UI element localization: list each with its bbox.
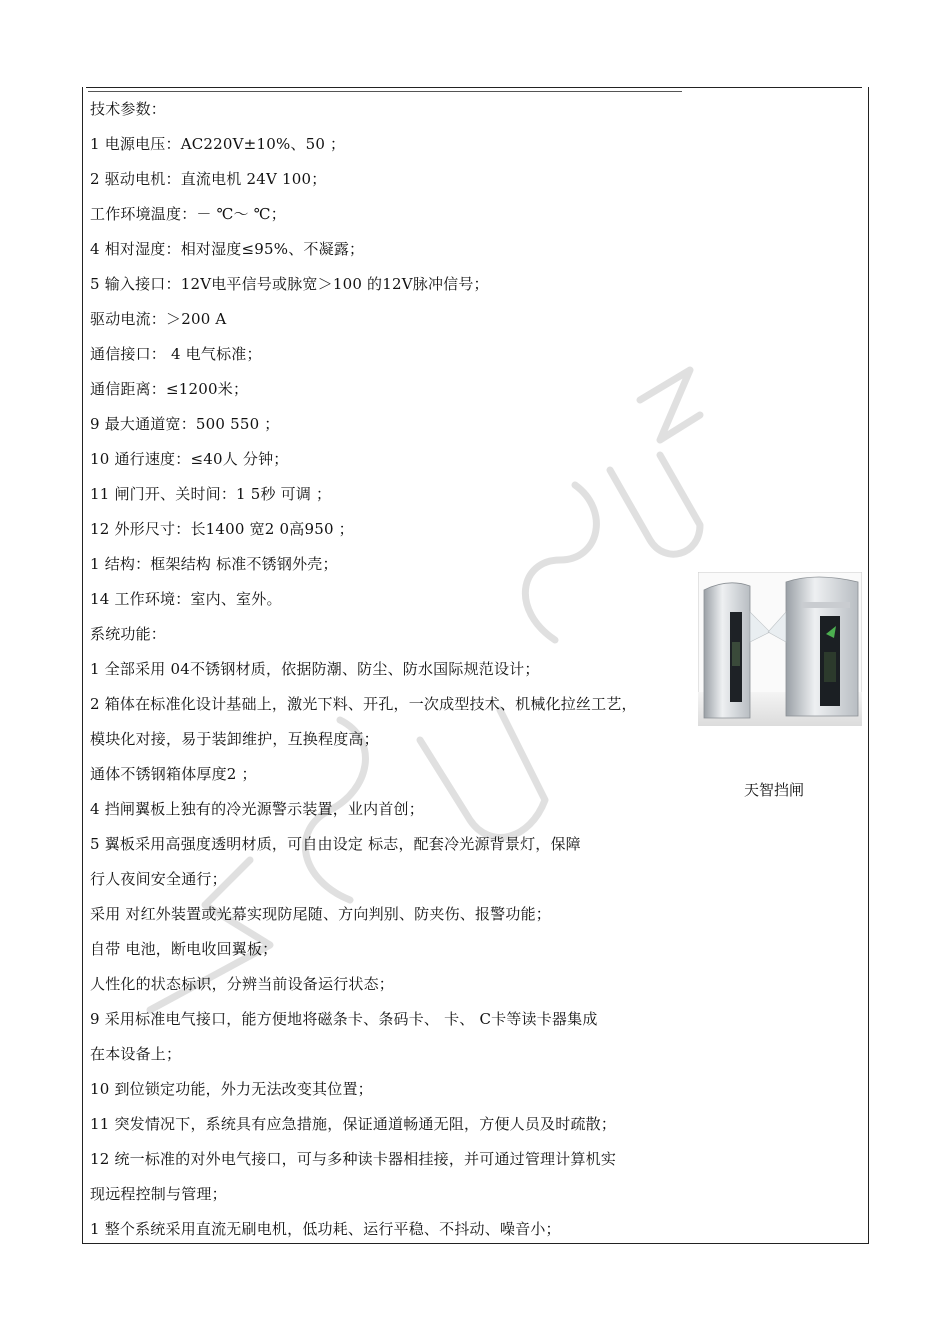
spec-line: 9 最大通道宽：500 550 ； (90, 415, 280, 433)
function-line: 12 统一标准的对外电气接口，可与多种读卡器相挂接，并可通过管理计算机实 (90, 1150, 617, 1168)
function-line: 10 到位锁定功能，外力无法改变其位置； (90, 1080, 373, 1098)
function-line: 自带 电池，断电收回翼板； (90, 940, 278, 958)
spec-line: 驱动电流：＞200 A (90, 310, 227, 328)
turnstile-gate-photo (698, 572, 862, 726)
spec-line: 工作环境温度：－ ℃～ ℃； (90, 205, 286, 223)
function-line: 采用 对红外装置或光幕实现防尾随、方向判别、防夹伤、报警功能； (90, 905, 551, 923)
photo-caption: 天智挡闸 (744, 781, 805, 799)
function-line: 人性化的状态标识，分辨当前设备运行状态； (90, 975, 395, 993)
function-heading: 系统功能： (90, 625, 167, 643)
function-line: 在本设备上； (90, 1045, 182, 1063)
spec-line: 14 工作环境：室内、室外。 (90, 590, 282, 608)
spec-line: 1 结构：框架结构 标准不锈钢外壳； (90, 555, 338, 573)
spec-line: 2 驱动电机：直流电机 24V 100； (90, 170, 327, 188)
function-line: 通体不锈钢箱体厚度2 ； (90, 765, 257, 783)
spec-heading: 技术参数： (90, 100, 167, 118)
function-line: 5 翼板采用高强度透明材质，可自由设定 标志，配套冷光源背景灯，保障 (90, 835, 581, 853)
spec-line: 通信距离：≤1200米； (90, 380, 249, 398)
spec-line: 1 电源电压：AC220V±10%、50 ； (90, 135, 346, 153)
function-line: 11 突发情况下，系统具有应急措施，保证通道畅通无阻，方便人员及时疏散； (90, 1115, 617, 1133)
spec-line: 5 输入接口：12V电平信号或脉宽＞100 的12V脉冲信号； (90, 275, 489, 293)
spec-line: 4 相对湿度：相对湿度≤95%、不凝露； (90, 240, 365, 258)
function-line: 1 整个系统采用直流无刷电机，低功耗、运行平稳、不抖动、噪音小； (90, 1220, 561, 1238)
function-line: 4 挡闸翼板上独有的冷光源警示装置，业内首创； (90, 800, 424, 818)
spec-line: 10 通行速度：≤40人 分钟； (90, 450, 289, 468)
function-line: 现远程控制与管理； (90, 1185, 227, 1203)
function-line: 行人夜间安全通行； (90, 870, 227, 888)
function-line: 9 采用标准电气接口，能方便地将磁条卡、条码卡、 卡、 C卡等读卡器集成 (90, 1010, 598, 1028)
function-line: 1 全部采用 04不锈钢材质，依据防潮、防尘、防水国际规范设计； (90, 660, 540, 678)
function-line: 2 箱体在标准化设计基础上，激光下料、开孔，一次成型技术、机械化拉丝工艺， (90, 695, 637, 713)
spec-line: 12 外形尺寸：长1400 宽2 0高950 ； (90, 520, 354, 538)
spec-line: 11 闸门开、关时间：1 5秒 可调 ； (90, 485, 332, 503)
spec-line: 通信接口： 4 电气标准； (90, 345, 262, 363)
function-line: 模块化对接，易于装卸维护，互换程度高； (90, 730, 379, 748)
